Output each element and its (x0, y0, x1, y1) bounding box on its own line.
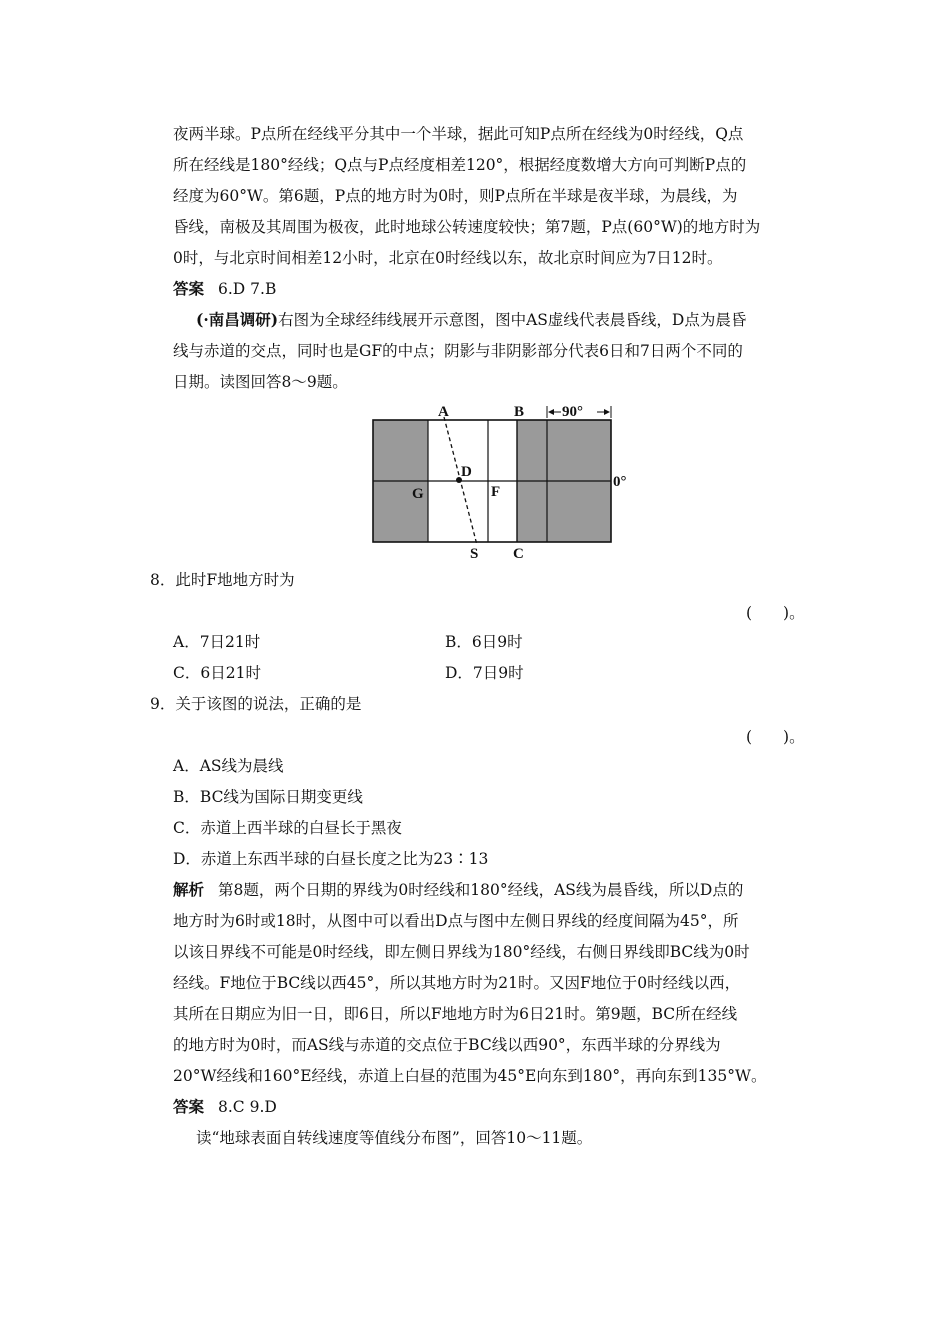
analysis-text: 第8题，两个日期的界线为0时经线和180°经线，AS线为晨昏线，所以D点的 (218, 881, 744, 899)
label-d: D (461, 464, 472, 480)
arrow-head-right (604, 409, 610, 415)
label-s: S (470, 546, 479, 562)
intro-line (196, 310, 746, 330)
explanation-line: 所在经线是180°经线；Q点与P点经度相差120°，根据经度数增大方向可判断P点的 (173, 156, 747, 174)
next-intro: 读“地球表面自转线速度等值线分布图”，回答10～11题。 (196, 1129, 593, 1147)
question-8-option-a: A．7日21时 (173, 633, 261, 651)
answer-label: 答案 (173, 279, 205, 298)
intro-line: 线与赤道的交点，同时也是GF的中点；阴影与非阴影部分代表6日和7日两个不同的 (173, 342, 743, 360)
answer-prev (173, 279, 276, 299)
question-8-answer-blank: ( )。 (746, 604, 805, 622)
label-b: B (514, 404, 525, 420)
analysis-line: 以该日界线不可能是0时经线，即左侧日界线为180°经线，右侧日界线即BC线为0时 (173, 943, 750, 961)
label-f: F (491, 484, 501, 500)
analysis-line: 的地方时为0时，而AS线与赤道的交点位于BC线以西90°，东西半球的分界线为 (173, 1036, 721, 1054)
answer-text: 6.D 7.B (218, 280, 277, 298)
question-8-stem: 8．此时F地地方时为 (150, 571, 295, 589)
arrow-head-left (548, 409, 554, 415)
analysis-line (173, 880, 743, 900)
analysis-label: 解析 (173, 880, 205, 899)
explanation-line: 经度为60°W。第6题，P点的地方时为0时，则P点所在半球是夜半球，为晨线，为 (173, 187, 738, 205)
question-8-option-d: D．7日9时 (445, 664, 524, 682)
answer-next (173, 1097, 277, 1117)
intro-text: 右图为全球经纬线展开示意图，图中AS虚线代表晨昏线，D点为晨昏 (278, 311, 747, 329)
explanation-line: 0时，与北京时间相差12小时，北京在0时经线以东，故北京时间应为7日12时。 (173, 249, 723, 267)
explanation-line: 夜两半球。P点所在经线平分其中一个半球，据此可知P点所在经线为0时经线，Q点 (173, 125, 744, 143)
analysis-line: 经线。F地位于BC线以西45°，所以其地方时为21时。又因F地位于0时经线以西， (173, 974, 741, 992)
answer-label: 答案 (173, 1097, 205, 1116)
question-9-stem: 9．关于该图的说法，正确的是 (150, 695, 362, 713)
analysis-line: 地方时为6时或18时，从图中可以看出D点与图中左侧日界线的经度间隔为45°，所 (173, 912, 739, 930)
label-g: G (412, 486, 424, 502)
question-9-option-a: A．AS线为晨线 (173, 757, 284, 775)
label-c: C (513, 546, 524, 562)
question-9-option-c: C．赤道上西半球的白昼长于黑夜 (173, 819, 402, 837)
analysis-line: 其所在日期应为旧一日，即6日，所以F地地方时为6日21时。第9题，BC所在经线 (173, 1005, 738, 1023)
question-8-option-b: B．6日9时 (445, 633, 523, 651)
question-8-option-c: C．6日21时 (173, 664, 261, 682)
question-9-option-b: B．BC线为国际日期变更线 (173, 788, 363, 806)
label-equator: 0° (613, 474, 627, 490)
answer-text: 8.C 9.D (218, 1098, 277, 1116)
intro-line: 日期。读图回答8～9题。 (173, 373, 348, 391)
analysis-line: 20°W经线和160°E经线，赤道上白昼的范围为45°E向东到180°，再向东到135°W。 (173, 1067, 767, 1085)
question-9-answer-blank: ( )。 (746, 728, 805, 746)
label-angle: 90° (562, 404, 583, 420)
intro-source: (·南昌调研) (196, 310, 279, 329)
label-a: A (438, 404, 449, 420)
graticule-diagram (365, 400, 625, 565)
explanation-line: 昏线，南极及其周围为极夜，此时地球公转速度较快；第7题，P点(60°W)的地方时为 (173, 218, 761, 236)
question-9-option-d: D．赤道上东西半球的白昼长度之比为23∶13 (173, 850, 489, 868)
